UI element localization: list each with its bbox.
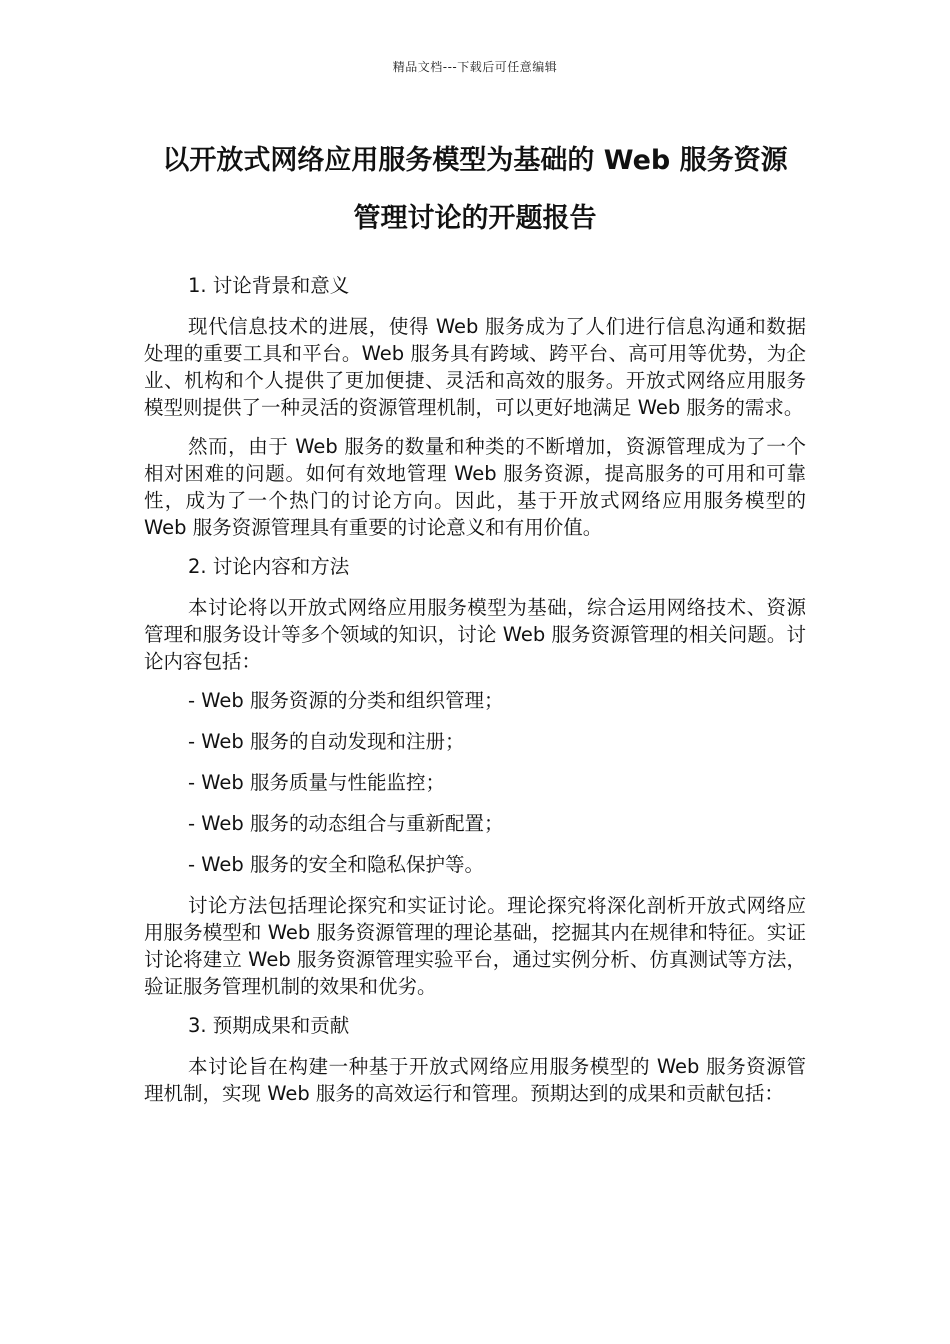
section-1-paragraph-2: 然而，由于 Web 服务的数量和种类的不断增加，资源管理成为了一个相对困难的问题。如何有效地管理 Web 服务资源，提高服务的可用和可靠性，成为了一个热门的讨论方向。因此，基于开放式网络应用服务模型的 Web 服务资源管理具有重要的讨论意义和有用价值。: [144, 435, 806, 539]
section-2-method: 讨论方法包括理论探究和实证讨论。理论探究将深化剖析开放式网络应用服务模型和 Web 服务资源管理的理论基础，挖掘其内在规律和特征。实证讨论将建立 Web 服务资源管理实验平台，通过实例分析、仿真测试等方法，验证服务管理机制的效果和优劣。: [144, 894, 806, 998]
list-item: - Web 服务质量与性能监控；: [188, 771, 445, 794]
list-item: - Web 服务资源的分类和组织管理；: [188, 689, 504, 712]
list-item: - Web 服务的自动发现和注册；: [188, 730, 465, 753]
section-1-paragraph-1: 现代信息技术的进展，使得 Web 服务成为了人们进行信息沟通和数据处理的重要工具和平台。Web 服务具有跨域、跨平台、高可用等优势，为企业、机构和个人提供了更加便捷、灵活和高效的服务。开放式网络应用服务模型则提供了一种灵活的资源管理机制，可以更好地满足 Web 服务的需求。: [144, 315, 806, 419]
list-item: - Web 服务的安全和隐私保护等。: [188, 853, 484, 876]
section-2-intro: 本讨论将以开放式网络应用服务模型为基础，综合运用网络技术、资源管理和服务设计等多个领域的知识，讨论 Web 服务资源管理的相关问题。讨论内容包括：: [144, 596, 806, 673]
section-3-heading: 3. 预期成果和贡献: [188, 1014, 350, 1037]
section-1-heading: 1. 讨论背景和意义: [188, 274, 350, 297]
section-3-intro: 本讨论旨在构建一种基于开放式网络应用服务模型的 Web 服务资源管理机制，实现 Web 服务的高效运行和管理。预期达到的成果和贡献包括：: [144, 1055, 806, 1105]
document-title-line-1: 以开放式网络应用服务模型为基础的 Web 服务资源: [162, 145, 788, 176]
section-2-heading: 2. 讨论内容和方法: [188, 555, 350, 578]
header-note: 精品文档---下载后可任意编辑: [392, 60, 558, 74]
document-title-line-2: 管理讨论的开题报告: [353, 203, 597, 234]
list-item: - Web 服务的动态组合与重新配置；: [188, 812, 504, 835]
document-body: [144, 272, 806, 1119]
